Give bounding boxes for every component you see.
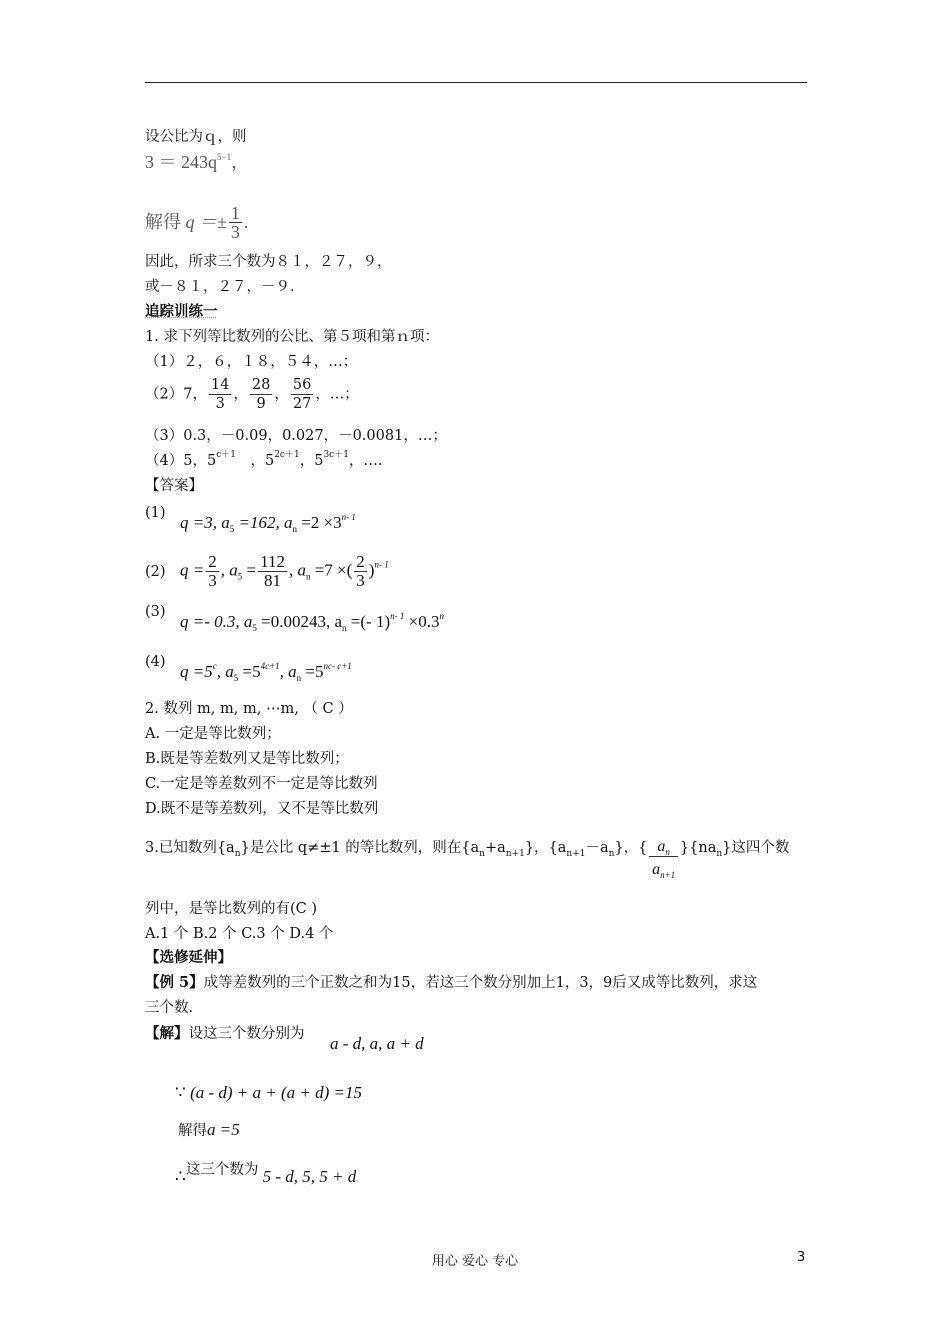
answer-3-label: (3): [145, 604, 166, 620]
section-heading-extension: 【选修延伸】: [145, 949, 232, 966]
example-5-cont: 三个数.: [145, 1000, 194, 1016]
question-2: 2. 数列 m, m, m, ⋯m, （ C ）: [145, 701, 353, 717]
answer-2-label: (2): [145, 564, 166, 580]
text-line-or: 或－８１，２７，－９．: [145, 279, 305, 295]
answer-2-formula: q = $\frac{2}{3}$ , $a_5$ = $\frac{112}{81}$ , $a_n =7$ ×( $\frac{2}{3}$ )$^{n- 1}$: [180, 552, 389, 590]
answer-4-formula: $q =5^c$, $a_5 =5^{4c+1}$, $a_n =5^{nc- c+1}$: [180, 661, 352, 683]
q1-part-3: （3）0.3，－0.09，0.027，－0.0081，…；: [145, 428, 447, 444]
answer-heading: 【答案】: [145, 478, 203, 494]
answer-3-formula: q =- 0.3, $a_5 =0.00243$, $a_n$ =(- $1)^{n- 1} \times 0.3^n$: [180, 611, 444, 633]
question-1: 1. 求下列等比数列的公比、第５项和第ｎ项：: [145, 329, 439, 345]
q2-option-a: A. 一定是等比数列；: [145, 726, 281, 742]
q1-part-1: （1）２，６，１８，５４，…；: [145, 354, 358, 370]
page-number: 3: [797, 1250, 806, 1265]
conclusion-line: ∴这三个数为 5 - d, 5, 5 + d: [175, 1162, 357, 1186]
q3-options: A.1 个 B.2 个 C.3 个 D.4 个: [145, 926, 334, 942]
text-line-therefore: 因此，所求三个数为８１，２７，９，: [145, 254, 392, 270]
sum-equation: ∵ (a - d) + a + (a + d) =15: [175, 1083, 363, 1102]
q2-option-c: C.一定是等差数列不一定是等比数列: [145, 776, 378, 792]
answer-1-formula: q =3, $a_5 =162$, $a_n =2 \times 3^{n- 1}$: [180, 512, 356, 534]
section-heading-tracking: 追踪训练一: [145, 303, 218, 320]
question-3: 3.已知数列$\{a_n\}$是公比 q≠±1 的等比数列，则在$\{a_n+a_{n+1}\}$，$\{a_{n+1}-a_n\}$，{ $\frac{a_n}{a_{n+1}}$ }$\{na_n\}$这四个数: [145, 838, 790, 880]
q1-part-2: （2）7， $\frac{14}{3}$ ， $\frac{28}{9}$ ， $\frac{56}{27}$ ，…；: [145, 377, 359, 412]
solution-variables: a - d, a, a + d: [330, 1034, 424, 1053]
example-5: 【例 5】成等差数列的三个正数之和为15，若这三个数分别加上1，3，9后又成等比数列，求这: [145, 974, 758, 991]
text-line-ratio: 设公比为ｑ，则: [145, 129, 247, 145]
equation-line: $3 = 243q^{5-1}$，: [145, 152, 250, 172]
q3-line-2: 列中，是等比数列的有(C ): [145, 901, 318, 917]
q2-option-d: D.既不是等差数列，又不是等比数列: [145, 801, 379, 817]
solution-intro: 【解】设这三个数分别为: [145, 1025, 305, 1042]
solve-line: 解得a =5: [178, 1120, 240, 1139]
header-rule: [145, 82, 807, 83]
answer-1-label: (1): [145, 505, 166, 521]
solution-line: 解得 q ＝± $\frac{1}{3}$ .: [145, 203, 249, 242]
answer-4-label: (4): [145, 654, 166, 670]
footer-text: 用心 爱心 专心: [431, 1254, 519, 1269]
q1-part-4: （4）5，$5^{c+1}$ ，$5^{2c+1}$，$5^{3c+1}$，….: [145, 450, 383, 469]
q2-option-b: B.既是等差数列又是等比数列；: [145, 751, 349, 767]
